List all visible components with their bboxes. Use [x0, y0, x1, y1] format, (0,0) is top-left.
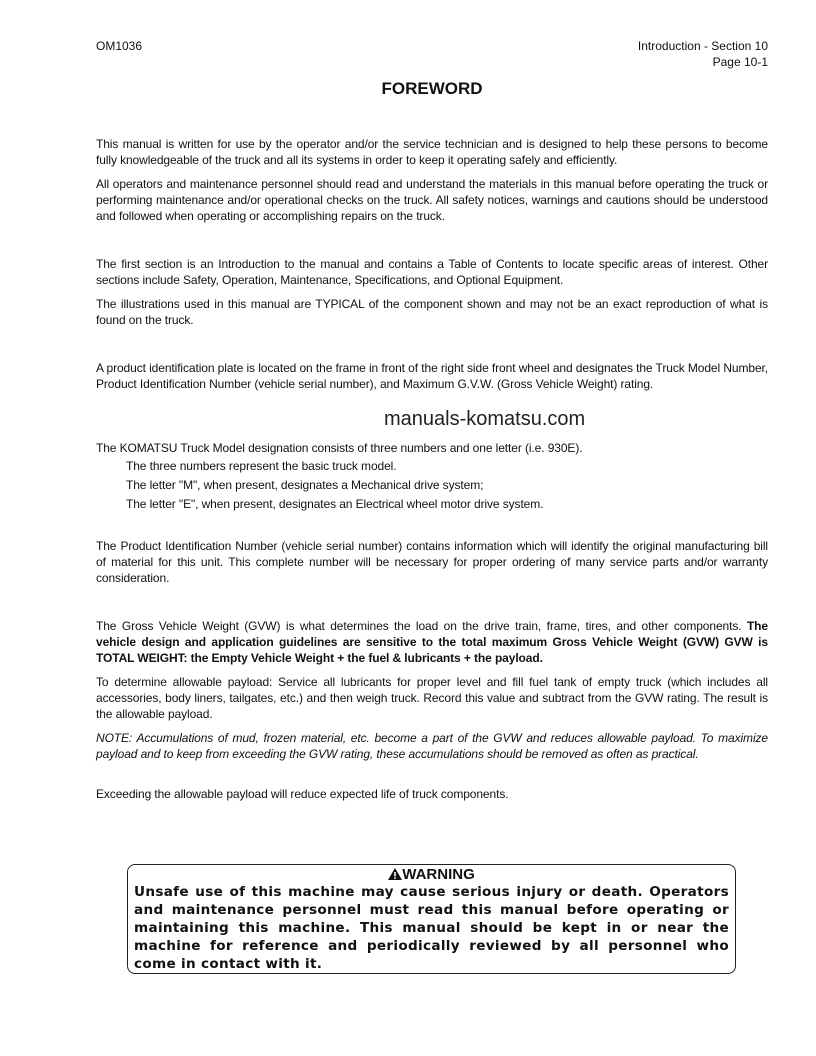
warning-box — [127, 864, 736, 974]
document-id: OM1036 — [96, 39, 143, 53]
gvw-text: The Gross Vehicle Weight (GVW) is what determines the load on the drive train, frame, tires, and other components. — [96, 619, 742, 633]
paragraph-model-designation: The KOMATSU Truck Model designation consists of three numbers and one letter (i.e. 930E). — [96, 441, 583, 455]
paragraph-identification-plate: A product identification plate is located on the frame in front of the right side front wheel and designates the Truck Model Number, Product Identification Number (vehicle serial number), and Maximum G.V.W. (Gross Vehicle Weight) rating. — [96, 361, 768, 391]
paragraph-purpose: This manual is written for use by the operator and/or the service technician and is designed to help these persons to become fully knowledgeable of the truck and all its systems in order to keep it operating safely and efficiently. — [96, 137, 768, 167]
gvw-emphasis: The vehicle design and application guidelines are sensitive to the total maximum Gross Vehicle Weight (GVW) GVW is TOTAL WEIGHT: the Empty Vehicle Weight + the fuel & lubricants + the payload. — [96, 619, 768, 665]
warning-triangle-icon — [388, 868, 402, 880]
paragraph-allowable-payload: To determine allowable payload: Service all lubricants for proper level and fill fuel tank of empty truck (which includes all accessories, body liners, tailgates, etc.) and then weigh truck. Record this value and subtract from the GVW rating. The result is the allowable payload. — [96, 675, 768, 721]
section-label: Introduction - Section 10 — [637, 39, 768, 53]
paragraph-gvw — [96, 618, 768, 666]
paragraph-exceeding-payload: Exceeding the allowable payload will reduce expected life of truck components. — [96, 787, 509, 801]
page-number: Page 10-1 — [712, 55, 768, 69]
model-letter-e-note: The letter "E", when present, designates an Electrical wheel motor drive system. — [126, 497, 544, 511]
warning-title-text: WARNING — [402, 866, 475, 883]
watermark: manuals-komatsu.com — [384, 408, 586, 430]
warning-title — [134, 867, 729, 883]
model-numbers-note: The three numbers represent the basic truck model. — [126, 459, 397, 473]
page-title: FOREWORD — [381, 79, 483, 98]
paragraph-illustrations: The illustrations used in this manual are TYPICAL of the component shown and may not be an exact reproduction of what is found on the truck. — [96, 297, 768, 327]
paragraph-serial-number: The Product Identification Number (vehicle serial number) contains information which will identify the original manufacturing bill of material for this unit. This complete number will be necessary for proper ordering of many service parts and/or warranty consideration. — [96, 539, 768, 585]
warning-body: Unsafe use of this machine may cause serious injury or death. Operators and maintenance personnel must read this manual before operating or maintaining this machine. This manual should be kept in or near the machine for reference and periodically reviewed by all personnel who come in contact with it. — [134, 884, 729, 972]
note-accumulations: NOTE: Accumulations of mud, frozen material, etc. become a part of the GVW and reduces allowable payload. To maximize payload and to keep from exceeding the GVW rating, these accumulations should be removed as often as practical. — [96, 731, 768, 761]
paragraph-read-understand: All operators and maintenance personnel should read and understand the materials in this manual before operating the truck or performing maintenance and/or operational checks on the truck. All safety notices, warnings and cautions should be understood and followed when operating or accomplishing repairs on the truck. — [96, 177, 768, 223]
model-letter-m-note: The letter "M", when present, designates a Mechanical drive system; — [126, 478, 484, 492]
paragraph-sections: The first section is an Introduction to the manual and contains a Table of Contents to locate specific areas of interest. Other sections include Safety, Operation, Maintenance, Specifications, and Optional Equipment. — [96, 257, 768, 287]
running-header — [638, 38, 768, 70]
